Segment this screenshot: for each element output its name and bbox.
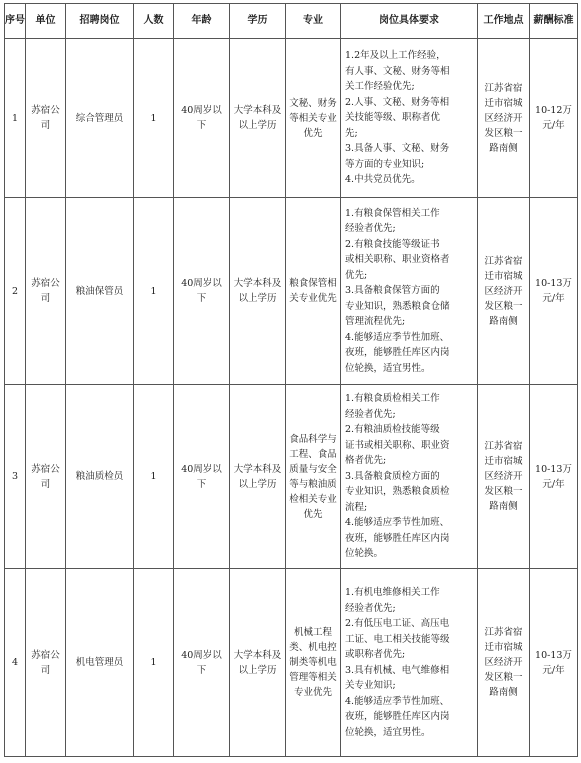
cell-location: 江苏省宿迁市宿城区经济开发区粮一路南侧 (478, 385, 530, 569)
requirement-line: 格者优先; (345, 455, 387, 467)
cell-unit: 苏宿公司 (26, 198, 66, 385)
requirement-line: 2.有粮食技能等级证书 (345, 238, 440, 250)
requirement-line: 关专业知识; (345, 680, 396, 691)
cell-age: 40周岁以下 (174, 569, 230, 757)
cell-education: 大学本科及以上学历 (230, 39, 286, 198)
requirement-line: 经验者优先; (345, 408, 396, 420)
requirement-line: 位轮换。 (345, 548, 384, 560)
requirement-line: 或职称者优先; (345, 649, 406, 660)
requirement-line: 2.有低压电工证、高压电 (345, 618, 450, 629)
cell-unit: 苏宿公司 (26, 39, 66, 198)
header-age: 年龄 (174, 4, 230, 39)
cell-requirements (341, 198, 478, 385)
requirement-line: 关工作经验优先; (345, 81, 415, 93)
header-row (5, 4, 578, 39)
requirement-line: 证书或相关职称、职业资 (345, 439, 450, 451)
requirement-line: 4.中共党员优先。 (345, 174, 421, 186)
requirement-line: 等方面的专业知识; (345, 158, 425, 170)
requirement-line: 夜班，能够胜任库区内岗 (345, 532, 450, 544)
cell-education: 大学本科及以上学历 (230, 198, 286, 385)
cell-education: 大学本科及以上学历 (230, 569, 286, 757)
table-row (5, 569, 578, 757)
header-position: 招聘岗位 (66, 4, 134, 39)
cell-position: 综合管理员 (66, 39, 134, 198)
cell-age: 40周岁以下 (174, 198, 230, 385)
requirement-line: 先; (345, 127, 358, 139)
header-unit: 单位 (26, 4, 66, 39)
cell-position: 机电管理员 (66, 569, 134, 757)
cell-count: 1 (134, 198, 174, 385)
requirement-line: 4.能够适应季节性加班、 (345, 331, 450, 343)
cell-position: 粮油质检员 (66, 385, 134, 569)
cell-age: 40周岁以下 (174, 385, 230, 569)
requirement-line: 关技能等级、职称者优 (345, 112, 441, 124)
cell-location: 江苏省宿迁市宿城区经济开发区粮一路南侧 (478, 569, 530, 757)
cell-major: 机械工程类、机电控制类等机电管理等相关专业优先 (286, 569, 341, 757)
cell-count: 1 (134, 569, 174, 757)
header-education: 学历 (230, 4, 286, 39)
requirement-line: 优先; (345, 269, 368, 281)
cell-no: 4 (5, 569, 26, 757)
header-requirements: 岗位具体要求 (341, 4, 478, 39)
requirement-line: 专业知识，熟悉粮食质检 (345, 486, 450, 498)
cell-salary: 10-13万元/年 (530, 385, 578, 569)
requirement-line: 位轮换，适宜男性。 (345, 362, 431, 374)
cell-salary: 10-13万元/年 (530, 569, 578, 757)
cell-no: 1 (5, 39, 26, 198)
header-no: 序号 (5, 4, 26, 39)
requirement-line: 经验者优先; (345, 602, 396, 614)
cell-salary: 10-13万元/年 (530, 198, 578, 385)
table-row (5, 39, 578, 198)
requirement-line: 有人事、文秘、财务等相 (345, 65, 450, 77)
requirement-line: 4.能够适应季节性加班、 (345, 695, 450, 707)
requirement-line: 流程; (345, 501, 368, 513)
requirement-line: 1.2年及以上工作经验， (345, 50, 446, 62)
cell-education: 大学本科及以上学历 (230, 385, 286, 569)
cell-requirements (341, 569, 478, 757)
requirement-line: 工证、电工相关技能等级 (345, 633, 450, 645)
cell-unit: 苏宿公司 (26, 385, 66, 569)
header-salary: 薪酬标准 (530, 4, 578, 39)
requirement-line: 3.具备人事、文秘、财务 (345, 143, 450, 155)
table-row (5, 198, 578, 385)
header-location: 工作地点 (478, 4, 530, 39)
requirement-line: 3.具备粮食质检方面的 (345, 470, 440, 482)
requirement-line: 经验者优先; (345, 223, 396, 235)
cell-no: 2 (5, 198, 26, 385)
requirement-line: 管理流程优先; (345, 316, 406, 328)
requirement-line: 或相关职称、职业资格者 (345, 254, 450, 266)
cell-location: 江苏省宿迁市宿城区经济开发区粮一路南侧 (478, 198, 530, 385)
table-row (5, 385, 578, 569)
requirement-line: 专业知识，熟悉粮食仓储 (345, 300, 450, 312)
cell-position: 粮油保管员 (66, 198, 134, 385)
recruitment-table (4, 3, 578, 757)
requirement-line: 3.具有机械、电气维修相 (345, 664, 450, 676)
requirement-line: 位轮换，适宜男性。 (345, 726, 431, 738)
requirement-line: 3.具备粮食保管方面的 (345, 285, 440, 297)
requirement-line: 1.有粮食质检相关工作 (345, 393, 440, 405)
requirement-line: 1.有粮食保管相关工作 (345, 207, 440, 219)
cell-count: 1 (134, 39, 174, 198)
requirement-line: 夜班，能够胜任库区内岗 (345, 711, 450, 722)
cell-requirements (341, 385, 478, 569)
cell-salary: 10-12万元/年 (530, 39, 578, 198)
cell-no: 3 (5, 385, 26, 569)
cell-count: 1 (134, 385, 174, 569)
header-major: 专业 (286, 4, 341, 39)
requirement-line: 1.有机电维修相关工作 (345, 587, 440, 598)
requirement-line: 2.人事、文秘、财务等相 (345, 96, 450, 108)
cell-unit: 苏宿公司 (26, 569, 66, 757)
cell-major: 粮食保管相关专业优先 (286, 198, 341, 385)
cell-age: 40周岁以下 (174, 39, 230, 198)
requirement-line: 2.有粮油质检技能等级 (345, 424, 440, 436)
requirement-line: 夜班，能够胜任库区内岗 (345, 347, 450, 359)
cell-requirements (341, 39, 478, 198)
header-count: 人数 (134, 4, 174, 39)
requirement-line: 4.能够适应季节性加班、 (345, 517, 450, 529)
cell-major: 文秘、财务等相关专业优先 (286, 39, 341, 198)
cell-major: 食品科学与工程、食品质量与安全等与粮油质检相关专业优先 (286, 385, 341, 569)
cell-location: 江苏省宿迁市宿城区经济开发区粮一路南侧 (478, 39, 530, 198)
